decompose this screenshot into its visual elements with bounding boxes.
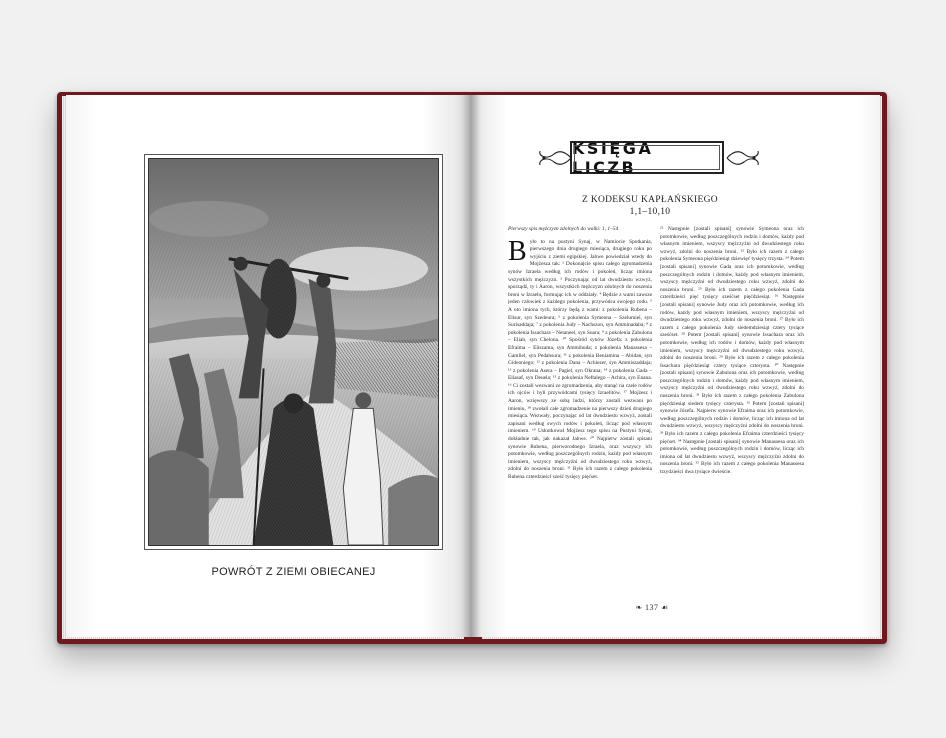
book-title-banner <box>538 138 760 182</box>
section-heading <box>560 194 740 218</box>
book-title-box <box>570 138 724 177</box>
drop-cap: B <box>508 235 527 267</box>
text-column-right <box>660 226 804 596</box>
intro-note: Pierwszy spis mężczyzn zdolnych do walki: 1, 1–54 <box>508 226 619 232</box>
section-range: 1,1–10,10 <box>629 207 671 217</box>
right-column-body: ²² Następnie [zostali spisani] synowie Symeona oraz ich potomkowie, według poszczególnych rodzin i domów, każdy pod własnym imieniem, wszyscy mężczyźni od dwudziestego roku wzwyż, zdolni do noszenia broni. ²³ Było ich razem z całego pokolenia Symeona pięćdziesiąt dziewięć tysięcy trzysta. ²⁴ Potem [zostali spisani] synowie Gada oraz ich potomkowie, według poszczególnych rodzin i domów, każdy pod własnym imieniem, wszyscy mężczyźni od dwudziestego roku wzwyż, zdolni do noszenia broni. ²⁵ Było ich razem z całego pokolenia Gada czterdzieści pięć tysięcy sześćset pięćdziesiąt. ²⁶ Następnie [zostali spisani] synowie Judy oraz ich potomkowie, według ich rodów, każdy pod własnym imieniem, wszyscy mężczyźni od dwudziestego roku wzwyż, zdolni do noszenia broni. ²⁷ Było ich razem z całego pokolenia Judy siedemdziesiąt cztery tysiące sześćset. ²⁸ Potem [zostali spisani] synowie Issachara oraz ich potomkowie, według ich rodów i domów, każdy pod własnym imieniem, wszyscy mężczyźni od dwudziestego roku wzwyż, zdolni do noszenia broni. ²⁹ Było ich razem z całego pokolenia Issachara pięćdziesiąt cztery tysiące czterysta. ³⁰ Następnie [zostali spisani] synowie Zabulona oraz ich potomkowie, według poszczególnych rodzin i domów, każdy pod własnym imieniem, wszyscy mężczyźni od dwudziestego roku wzwyż, zdolni do noszenia broni. ³¹ Było ich razem z całego pokolenia Zabulona pięćdziesiąt siedem tysięcy czterysta. ³² Potem [zostali spisani] synowie Józefa. Najpierw synowie Efraima oraz ich potomkowie, według poszczególnych rodzin i domów, licząc ich imiona od lat dwudziestu wzwyż, wszyscy mężczyźni zdolni do noszenia broni. ³³ Było ich razem z całego pokolenia Efraima czterdzieści tysięcy pięćset. ³⁴ Następnie [zostali spisani] synowie Manassesa oraz ich potomkowie, według poszczególnych rodzin i domów, licząc ich imiona od lat dwudziestu wzwyż, wszyscy mężczyźni zdolni do noszenia broni. ³⁵ Było ich razem z całego pokolenia Manassesa trzydzieści dwa tysiące dwieście. <box>660 226 804 475</box>
left-column-body: yło to na pustyni Synaj, w Namiocie Spotkania, pierwszego dnia drugiego miesiąca, drugiego roku po wyjściu z ziemi egipskiej. Jahwe powiedział wtedy do Mojżesza tak: ² Dokonajcie spisu całego zgromadzenia synów Izraela według ich rodów i pokoleń, licząc imiona wszystkich mężczyzn. ³ Poczynając od lat dwudziestu wzwyż, sporządź, ty i Aaron, wszystkich mężczyzn zdolnych do noszenia broni w Izraelu, formując ich w oddziały. ⁴ Będzie z wami zawsze jeden człowiek z każdego pokolenia, przywódca swojego rodu. ⁵ A oto imiona tych, którzy będą z wami: z pokolenia Rubena – Elisur, syn Szedeura; ⁶ z pokolenia Symeona – Szelumiel, syn Surisaddaja; ⁷ z pokolenia Judy – Nachszon, syn Amminadaba; ⁸ z pokolenia Issachara – Netaneel, syn Suara; ⁹ z pokolenia Zabulona – Eliab, syn Chelona. ¹⁰ Spośród synów Józefa: z pokolenia Efraima – Eliszama, syn Ammihuda; z pokolenia Manassesa – Gamliel, syn Pedahsura; ¹¹ z pokolenia Beniamina – Abidan, syn Gideoniego; ¹² z pokolenia Dana – Achiezer, syn Ammiszaddaja; ¹³ z pokolenia Asera – Pagiel, syn Okrana; ¹⁴ z pokolenia Gada – Eliasaf, syn Deuela; ¹⁵ z pokolenia Neftalego – Achira, syn Enana. ¹⁶ Ci zostali wezwani ze zgromadzenia, aby stanąć na czele rodów ich ojców i byli przywódcami tysięcy Izraelitów. ¹⁷ Mojżesz i Aaron, wzięwszy ze sobą ludzi, którzy zostali wezwani po imieniu, ¹⁸ zwołali całe zgromadzenie na pierwszy dzień drugiego miesiąca. Wezwały, poczynając od lat dwudziestu wzwyż, zostali zapisani według swych rodów i pokoleń, licząc pod własnym imieniem. ¹⁹ Uskutkował Mojżesz tego spisu na Pustyni Synaj, dokładnie tak, jak nakazał Jahwe. ²⁰ Najpierw zostali spisani synowie Rubena, pierworodnego Izraela, oraz wszyscy ich potomkowie, według poszczególnych rodzin, każdy pod własnym imieniem, wszyscy mężczyźni od dwudziestego roku wzwyż, zdolni do noszenia broni. ²¹ Było ich razem z całego pokolenia Rubena czterdzieści sześć tysięcy pięćset. <box>508 238 652 480</box>
text-column-left <box>508 226 652 596</box>
book-title: KSIĘGA LICZB <box>572 138 654 177</box>
page-number: 137 <box>645 603 659 612</box>
right-flourish-icon <box>726 146 760 170</box>
folio-ornament-left-icon: ❧ <box>635 603 646 612</box>
engraving-artwork <box>149 159 438 545</box>
folio-ornament-right-icon: ☙ <box>658 603 669 612</box>
illustration-caption: POWRÓT Z ZIEMI OBIECANEJ <box>211 566 376 578</box>
page-folio <box>622 603 682 612</box>
gutter-shadow <box>462 95 480 637</box>
engraving-illustration <box>144 154 443 550</box>
section-title: Z KODEKSU KAPŁAŃSKIEGO <box>582 195 718 205</box>
left-flourish-icon <box>538 146 572 170</box>
